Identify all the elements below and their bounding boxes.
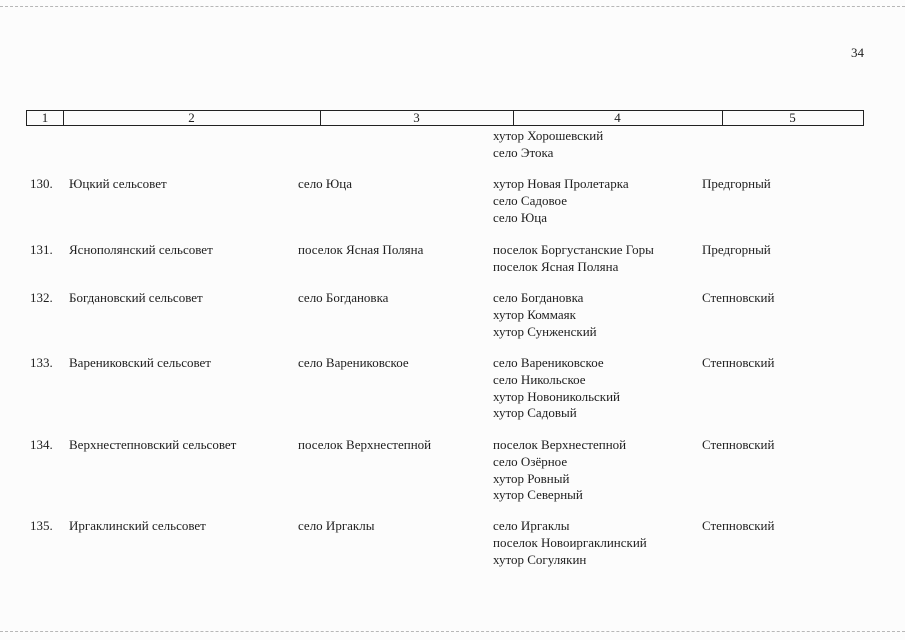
settlement-item: село Садовое	[493, 192, 567, 208]
header-cell-4: 4	[513, 111, 723, 125]
row-number: 133.	[30, 355, 53, 370]
row-number: 132.	[30, 290, 53, 305]
settlement-list	[493, 290, 597, 340]
scan-edge-bottom	[0, 631, 905, 634]
settlement-list	[493, 242, 654, 276]
district-name: Предгорный	[702, 176, 771, 191]
row-number: 131.	[30, 242, 53, 257]
council-name: Варениковский сельсовет	[69, 355, 211, 370]
header-cell-3: 3	[320, 111, 514, 125]
district-name: Предгорный	[702, 242, 771, 257]
settlement-item: поселок Ясная Поляна	[493, 258, 619, 274]
header-cell-1: 1	[27, 111, 64, 125]
settlement-item: село Варениковское	[493, 355, 604, 370]
district-name: Степновский	[702, 290, 775, 305]
council-name: Юцкий сельсовет	[69, 176, 167, 191]
council-name: Верхнестепновский сельсовет	[69, 437, 237, 452]
settlement-item: хутор Ровный	[493, 470, 570, 486]
row-number: 135.	[30, 518, 53, 533]
administrative-center: село Юца	[298, 176, 353, 191]
council-name: Яснополянский сельсовет	[69, 242, 213, 257]
settlement-item: село Богдановка	[493, 290, 584, 305]
settlement-item: село Юца	[493, 209, 548, 225]
header-cell-5: 5	[789, 110, 796, 125]
settlement-item: поселок Боргустанские Горы	[493, 242, 654, 257]
settlement-list	[493, 437, 626, 504]
continuation-settlements	[493, 128, 603, 162]
administrative-center: поселок Верхнестепной	[298, 437, 432, 452]
page-number: 34	[851, 45, 864, 60]
settlement-item: хутор Сунженский	[493, 323, 597, 339]
administrative-center: село Богдановка	[298, 290, 389, 305]
scan-edge-top	[0, 6, 905, 9]
district-name: Степновский	[702, 355, 775, 370]
settlement-item: хутор Согулякин	[493, 551, 587, 567]
table-header-row	[26, 110, 864, 126]
settlement-item: хутор Северный	[493, 487, 583, 503]
council-name: Иргаклинский сельсовет	[69, 518, 206, 533]
council-name: Богдановский сельсовет	[69, 290, 203, 305]
settlement-item: хутор Коммаяк	[493, 306, 576, 322]
settlement-item: хутор Новоникольский	[493, 388, 621, 404]
settlement-item: поселок Верхнестепной	[493, 437, 627, 452]
administrative-center: село Варениковское	[298, 355, 409, 370]
settlement-list	[493, 355, 620, 422]
row-number: 134.	[30, 437, 53, 452]
settlement-list	[493, 518, 647, 568]
settlement-item: село Озёрное	[493, 453, 568, 469]
settlement-item: хутор Новая Пролетарка	[493, 176, 629, 191]
district-name: Степновский	[702, 437, 775, 452]
district-name: Степновский	[702, 518, 775, 533]
settlement-item: село Этока	[493, 144, 554, 160]
administrative-center: поселок Ясная Поляна	[298, 242, 424, 257]
settlement-item: село Никольское	[493, 371, 586, 387]
settlement-item: хутор Хорошевский	[493, 128, 604, 143]
header-cell-2: 2	[63, 111, 321, 125]
settlement-list	[493, 176, 629, 226]
settlement-item: хутор Садовый	[493, 405, 577, 421]
settlement-item: село Иргаклы	[493, 518, 570, 533]
settlement-item: поселок Новоиргаклинский	[493, 534, 647, 550]
administrative-center: село Иргаклы	[298, 518, 375, 533]
row-number: 130.	[30, 176, 53, 191]
